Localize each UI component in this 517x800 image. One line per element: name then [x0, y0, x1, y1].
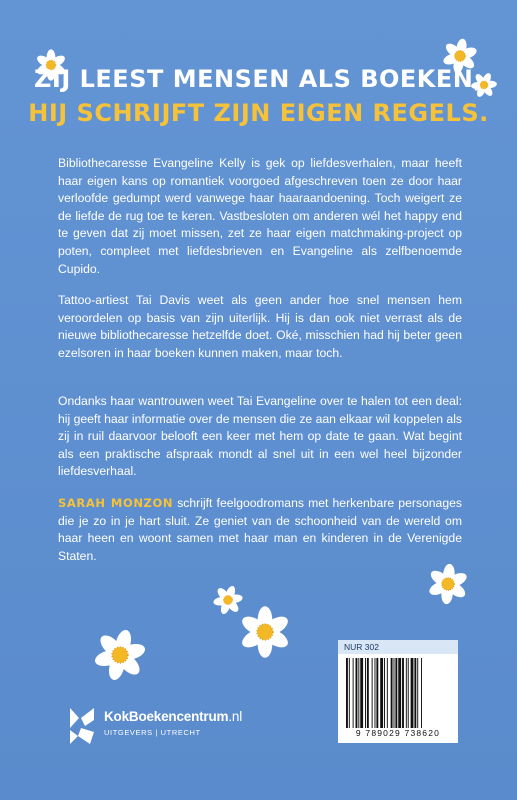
headline-line-1: ZIJ LEEST MENSEN ALS BOEKEN,: [34, 65, 483, 93]
blurb-paragraph: [58, 155, 462, 278]
blurb-paragraph-text: Ondanks haar wantrouwen weet Tai Evangeline over te halen tot een deal: hij geeft haar informatie over de mensen die ze aan elkaar wil koppelen als zij in ruil daarvoor belooft een keer met hem op date te gaan. Wat begint als een praktische afspraak mondt al snel uit in een wel heel bijzonder liefdesverhaal.: [58, 394, 462, 479]
headline-line-2: HIJ SCHRIJFT ZIJN EIGEN REGELS.: [28, 99, 489, 127]
author-name: SARAH MONZON: [58, 496, 174, 510]
author-bio: [58, 495, 462, 565]
publisher-name-suffix: .nl: [228, 709, 243, 724]
publisher-subtitle: UITGEVERS | UTRECHT: [104, 728, 201, 737]
publisher-mark-icon: [66, 706, 98, 746]
daisy-flower-icon: [92, 627, 148, 683]
cover-headline: [0, 62, 517, 130]
author-bio-text: schrijft feelgoodromans met herkenbare personages die je zo in je hart sluit. Ze geniet van de schoonheid van de wereld om haar heen en woont samen met haar man en kinderen in de Verenigde Staten.: [58, 496, 462, 563]
publisher-name-text: KokBoekencentrum: [104, 709, 229, 724]
blurb-paragraph-text: Bibliothecaresse Evangeline Kelly is gek op liefdesverhalen, maar heeft haar eigen kans op romantiek voorgoed afgeschreven toen ze door haar verloofde gedumpt werd vanwege haar haaraandoening. Toch weigert ze de liefde de rug toe te keren. Vastbesloten om anderen wél het happy end te geven dat zij moet missen, zet ze haar eigen matchmaking-project op poten, compleet met liefdesbrieven en Evangeline als zelfbenoemde Cupido.: [58, 156, 462, 276]
isbn-number: 9 789029 738620: [355, 728, 441, 738]
blurb-paragraph-text: Tattoo-artiest Tai Davis weet als geen ander hoe snel mensen hem veroordelen op basis van zijn uiterlijk. Hij is dan ook niet verrast als de nieuwe bibliothecaresse hetzelfde doet. Oké, misschien had hij beter geen ezelsoren in haar boeken kunnen maken, maar toch.: [58, 293, 462, 360]
publisher-logo: [66, 706, 296, 746]
barcode-icon: [346, 658, 450, 728]
nur-code: NUR 302: [338, 640, 458, 654]
daisy-flower-icon: [237, 604, 293, 660]
blurb-paragraph: [58, 292, 462, 362]
blurb-paragraph: [58, 393, 462, 481]
publisher-name: [104, 709, 242, 724]
daisy-flower-icon: [426, 562, 470, 606]
barcode-box: [338, 640, 458, 743]
